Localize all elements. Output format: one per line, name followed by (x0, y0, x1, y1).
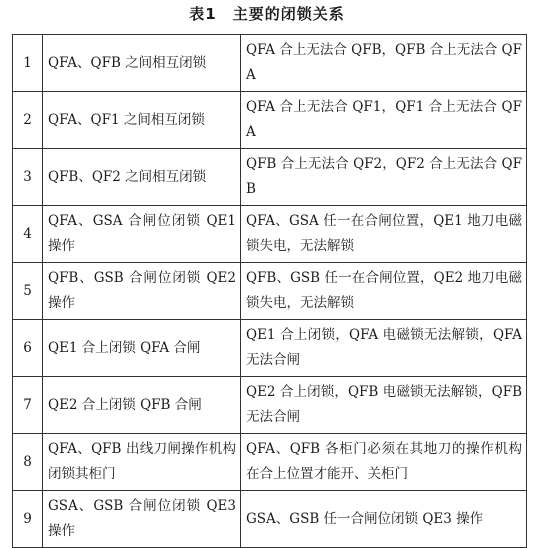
table-row (13, 206, 527, 263)
row-number: 5 (13, 263, 43, 320)
table-row (13, 320, 527, 377)
row-number: 6 (13, 320, 43, 377)
interlock-description: QFA 合上无法合 QF1，QF1 合上无法合 QFA (241, 92, 527, 149)
table-row (13, 491, 527, 548)
interlock-object: QFA、QFB 之间相互闭锁 (43, 35, 241, 92)
interlock-description: QE2 合上闭锁，QFB 电磁锁无法解锁，QFB 无法合闸 (241, 377, 527, 434)
row-number: 9 (13, 491, 43, 548)
table-row (13, 263, 527, 320)
interlock-description: QFA、QFB 各柜门必须在其地刀的操作机构在合上位置才能开、关柜门 (241, 434, 527, 491)
interlock-table (12, 34, 527, 548)
table-row (13, 92, 527, 149)
table-caption: 表1 主要的闭锁关系 (189, 5, 345, 23)
interlock-object: QE2 合上闭锁 QFB 合闸 (43, 377, 241, 434)
interlock-object: QFA、GSA 合闸位闭锁 QE1 操作 (43, 206, 241, 263)
interlock-description: QFA 合上无法合 QFB，QFB 合上无法合 QFA (241, 35, 527, 92)
interlock-description: QFA、GSA 任一在合闸位置，QE1 地刀电磁锁失电，无法解锁 (241, 206, 527, 263)
interlock-object: QFA、QFB 出线刀闸操作机构闭锁其柜门 (43, 434, 241, 491)
table-row (13, 149, 527, 206)
interlock-description: QFB、GSB 任一在合闸位置，QE2 地刀电磁锁失电，无法解锁 (241, 263, 527, 320)
row-number: 4 (13, 206, 43, 263)
interlock-object: QFA、QF1 之间相互闭锁 (43, 92, 241, 149)
table-row (13, 377, 527, 434)
interlock-description: QFB 合上无法合 QF2，QF2 合上无法合 QFB (241, 149, 527, 206)
table-row (13, 434, 527, 491)
interlock-object: QE1 合上闭锁 QFA 合闸 (43, 320, 241, 377)
interlock-description: QE1 合上闭锁，QFA 电磁锁无法解锁，QFA 无法合闸 (241, 320, 527, 377)
interlock-object: GSA、GSB 合闸位闭锁 QE3 操作 (43, 491, 241, 548)
table-row (13, 35, 527, 92)
interlock-object: QFB、QF2 之间相互闭锁 (43, 149, 241, 206)
row-number: 3 (13, 149, 43, 206)
row-number: 1 (13, 35, 43, 92)
row-number: 8 (13, 434, 43, 491)
row-number: 2 (13, 92, 43, 149)
interlock-object: QFB、GSB 合闸位闭锁 QE2 操作 (43, 263, 241, 320)
row-number: 7 (13, 377, 43, 434)
interlock-description: GSA、GSB 任一合闸位闭锁 QE3 操作 (241, 491, 527, 548)
